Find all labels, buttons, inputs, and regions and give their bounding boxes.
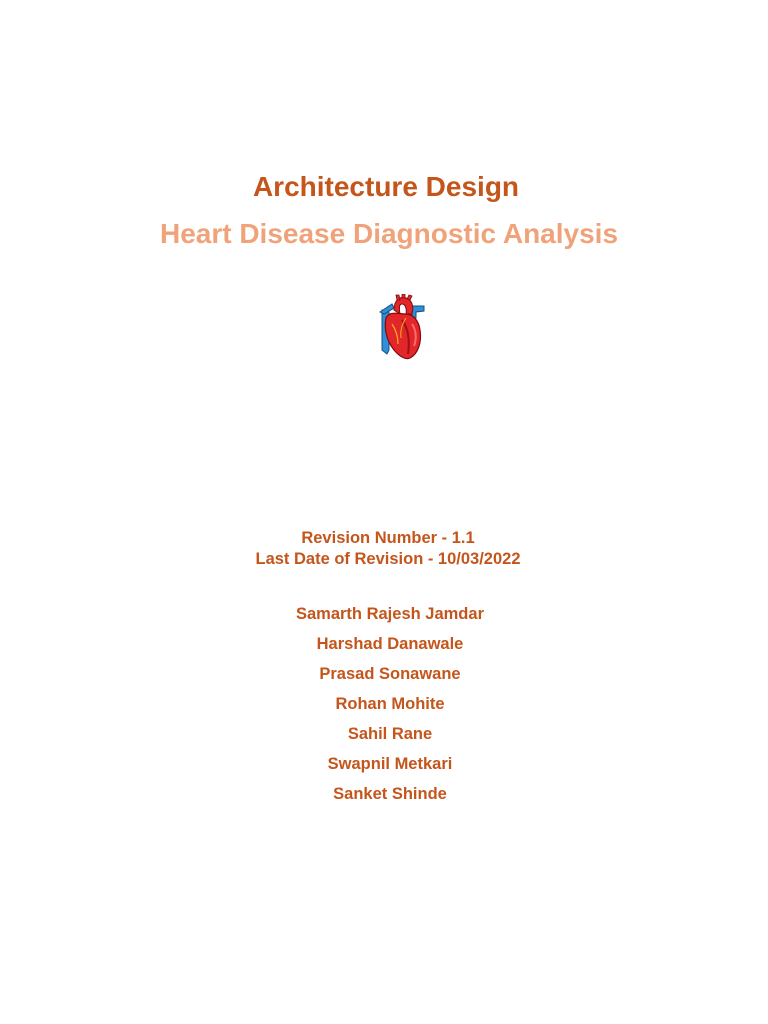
author-name: Sahil Rane (347, 725, 433, 743)
revision-date: Last Date of Revision - 10/03/2022 (255, 550, 521, 568)
author-name: Samarth Rajesh Jamdar (295, 605, 484, 623)
author-name: Harshad Danawale (316, 635, 464, 653)
author-name: Swapnil Metkari (327, 755, 453, 773)
author-name: Prasad Sonawane (319, 665, 461, 683)
author-name: Rohan Mohite (335, 695, 445, 713)
revision-number: Revision Number - 1.1 (301, 529, 475, 547)
document-title: Architecture Design (252, 171, 520, 202)
author-list (0, 600, 768, 810)
author-name: Sanket Shinde (333, 785, 447, 803)
document-subtitle: Heart Disease Diagnostic Analysis (159, 218, 619, 249)
aorta-branch-1 (396, 295, 400, 300)
aorta-branch-3 (407, 295, 412, 300)
vein-top (380, 304, 394, 314)
aorta-branch-2 (402, 294, 405, 298)
heart-icon (372, 294, 426, 362)
